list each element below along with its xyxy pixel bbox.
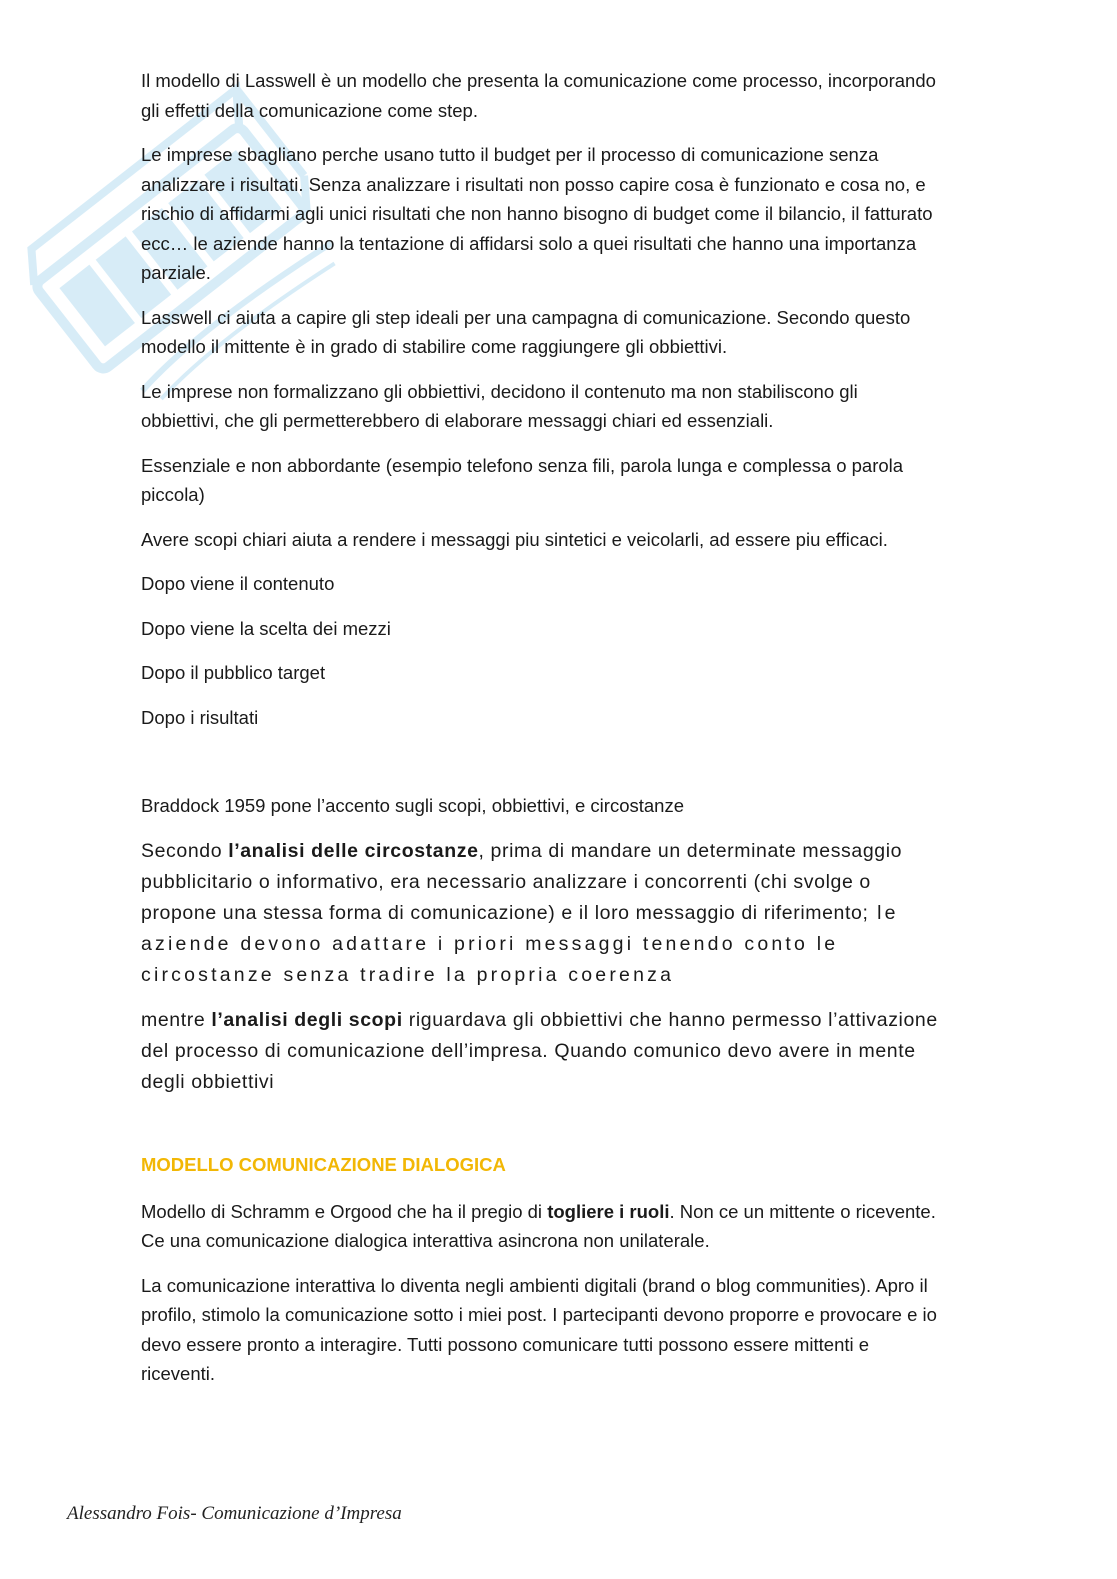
paragraph-interactive: La comunicazione interattiva lo diventa negli ambienti digitali (brand o blog communities). Apro il profilo, stimolo la comunicazione sotto i miei post. I partecipanti devono proporre e provocare e io devo essere pronto a interagire. Tutti possono comunicare tutti possono essere mittenti e riceventi. [141,1274,937,1384]
step-results: Dopo i risultati [141,706,259,728]
term-analisi-scopi: l’analisi degli scopi [211,1008,403,1031]
term-togliere-ruoli: togliere i ruoli [547,1200,670,1222]
term-analisi-circostanze: l’analisi delle circostanze [228,839,479,862]
paragraph-braddock-intro: Braddock 1959 pone l’accento sugli scopi, obbiettivi, e circostanze [141,795,684,816]
paragraph-objectives: Le imprese non formalizzano gli obbiettivi, decidono il contenuto ma non stabiliscono gli obbiettivi, che gli permetterebbero di elaborare messaggi chiari ed essenziali. [141,380,858,431]
paragraph-lasswell-intro: Il modello di Lasswell è un modello che presenta la comunicazione come processo, incorporando gli effetti della comunicazione come step. [141,70,936,121]
paragraph-lasswell-steps: Lasswell ci aiuta a capire gli step ideali per una campagna di comunicazione. Secondo questo modello il mittente è in grado di stabilire come raggiungere gli obbiettivi. [141,306,911,357]
document-body [141,66,941,1404]
paragraph-analisi-circostanze: Secondo l’analisi delle circostanze, prima di mandare un determinate messaggio pubblicitario o informativo, era necessario analizzare i concorrenti (chi svolge o propone una stessa forma di comunicazione) e il loro messaggio di riferimento; le aziende devono adattare i priori messaggi tenendo conto le circostanze senza tradire la propria coerenza [141,839,903,986]
paragraph-schramm: Modello di Schramm e Orgood che ha il pregio di togliere i ruoli. Non ce un mittente o ricevente. Ce una comunicazione dialogica interattiva asincrona non unilaterale. [141,1200,936,1251]
paragraph-analisi-scopi: mentre l’analisi degli scopi riguardava gli obbiettivi che hanno permesso l’attivazione del processo di comunicazione dell’impresa. Quando comunico devo avere in mente degli obbiettivi [141,1008,938,1093]
paragraph-essential: Essenziale e non abbordante (esempio telefono senza fili, parola lunga e complessa o parola piccola) [141,454,904,505]
paragraph-clear-goals: Avere scopi chiari aiuta a rendere i messaggi piu sintetici e veicolarli, ad essere piu efficaci. [141,528,888,550]
paragraph-budget: Le imprese sbagliano perche usano tutto il budget per il processo di comunicazione senza analizzare i risultati. Senza analizzare i risultati non posso capire cosa è funzionato e cosa no, e rischio di affidarmi agli unici risultati che non hanno bisogno di budget come il bilancio, il fatturato ecc… le aziende hanno la tentazione di affidarsi solo a quei risultati che hanno una importanza parziale. [141,144,933,283]
page-footer: Alessandro Fois- Comunicazione d’Impresa [67,1503,402,1524]
step-content: Dopo viene il contenuto [141,573,335,594]
section-title: MODELLO COMUNICAZIONE DIALOGICA [141,1153,506,1175]
step-target: Dopo il pubblico target [141,662,326,683]
step-media: Dopo viene la scelta dei mezzi [141,617,391,639]
